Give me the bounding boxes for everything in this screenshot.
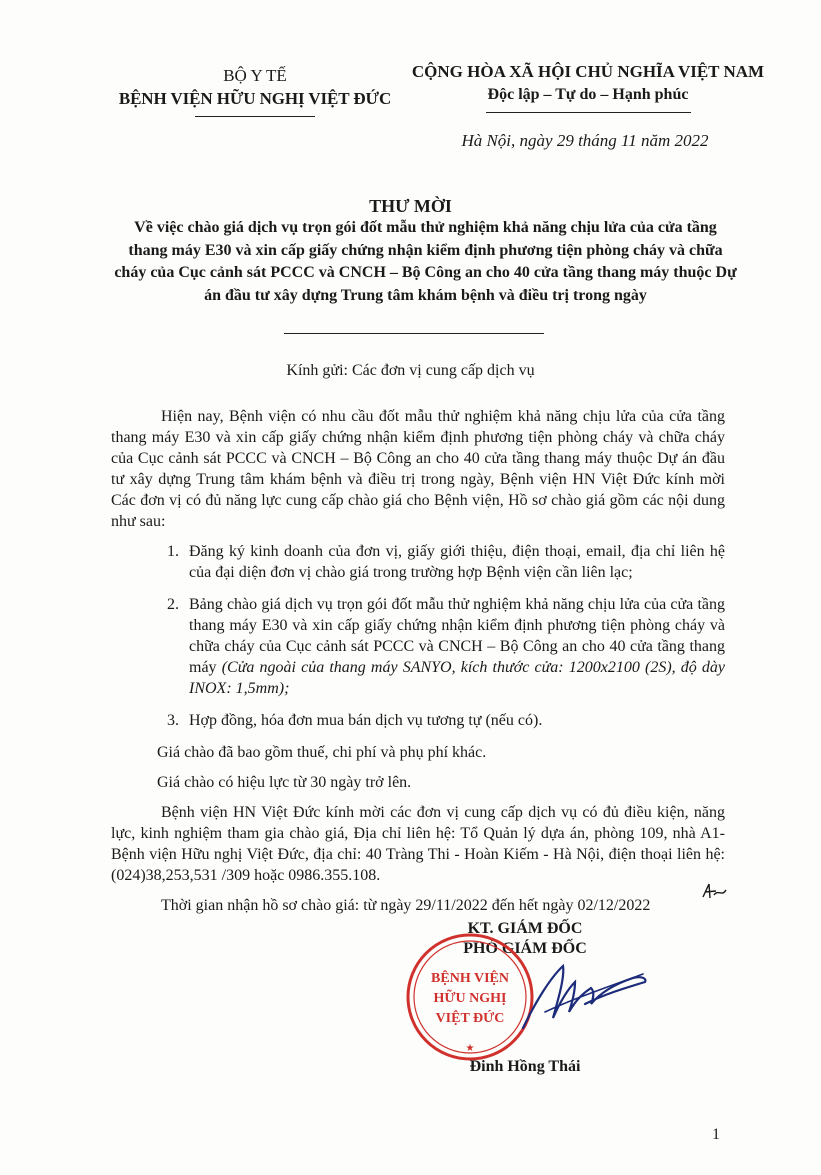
- country-name: CỘNG HÒA XÃ HỘI CHỦ NGHĨA VIỆT NAM: [411, 62, 765, 81]
- stamp-line-3: VIỆT ĐỨC: [435, 1011, 505, 1026]
- deadline-line: Thời gian nhận hồ sơ chào giá: từ ngày 29/11/2022 đến hết ngày 02/12/2022: [161, 897, 651, 914]
- invitation-paragraph: Bệnh viện HN Việt Đức kính mời các đơn vị cung cấp dịch vụ có đủ điều kiện, năng lực, kinh nghiệm tham gia chào giá, Địa chỉ liên hệ: Tổ Quản lý dựa án, phòng 109, nhà A1- Bệnh viện Hữu nghị Việt Đức, địa chỉ: 40 Tràng Thi - Hoàn Kiếm - Hà Nội, điện thoại liên hệ: (024)38,253,531 /309 hoặc 0986.355.108.: [111, 804, 725, 884]
- national-motto: Độc lập – Tự do – Hạnh phúc: [487, 86, 689, 103]
- hospital-name: BỆNH VIỆN HỮU NGHỊ VIỆT ĐỨC: [118, 89, 392, 108]
- requirements-list: [111, 541, 725, 731]
- signer-role-2: PHÓ GIÁM ĐỐC: [463, 940, 587, 957]
- signer-name: Đinh Hồng Thái: [469, 1058, 581, 1075]
- validity-line: Giá chào có hiệu lực từ 30 ngày trở lên.: [157, 774, 412, 791]
- letter-date: Hà Nội, ngày 29 tháng 11 năm 2022: [461, 131, 709, 150]
- organization-header: [100, 64, 410, 117]
- list-item: 2. Bảng chào giá dịch vụ trọn gói đốt mẫu thử nghiệm khả năng chịu lửa của cửa tầng thang máy E30 và xin cấp giấy chứng nhận kiểm định phương tiện phòng cháy và chữa cháy của Cục cảnh sát PCCC và CNCH – Bộ Công an cho 40 cửa tầng thang máy (Cửa ngoài của thang máy SANYO, kích thước cửa: 1200x2100 (2S), độ dày INOX: 1,5mm);: [183, 594, 725, 699]
- price-includes-line: Giá chào đã bao gồm thuế, chi phí và phụ phí khác.: [157, 744, 487, 761]
- handwritten-signature-icon: [505, 948, 655, 1043]
- subject-rule: [284, 333, 544, 334]
- document-subject: Về việc chào giá dịch vụ trọn gói đốt mẫu thử nghiệm khả năng chịu lửa của cửa tầng thang máy E30 và xin cấp giấy chứng nhận kiểm định phương tiện phòng cháy và chữa cháy của Cục cảnh sát PCCC và CNCH – Bộ Công an cho 40 cửa tầng thang máy thuộc Dự án đầu tư xây dựng Trung tâm khám bệnh và điều trị trong ngày: [114, 219, 737, 304]
- header-left-rule: [195, 116, 315, 117]
- list-item: 1. Đăng ký kinh doanh của đơn vị, giấy giới thiệu, điện thoại, email, địa chỉ liên hệ của đại diện đơn vị chào giá trong trường hợp Bệnh viện cần liên lạc;: [183, 541, 725, 583]
- stamp-line-2: HỮU NGHỊ: [433, 991, 507, 1006]
- initial-mark-icon: [700, 881, 728, 903]
- recipient-line: Kính gửi: Các đơn vị cung cấp dịch vụ: [286, 362, 535, 379]
- intro-paragraph: Hiện nay, Bệnh viện có nhu cầu đốt mẫu thử nghiệm khả năng chịu lửa của cửa tầng thang máy E30 và xin cấp giấy chứng nhận kiểm định phương tiện phòng cháy và chữa cháy của Cục cảnh sát PCCC và CNCH – Bộ Công an cho 40 cửa tầng thang máy thuộc Dự án đầu tư xây dựng Trung tâm khám bệnh và điều trị trong ngày, Bệnh viện HN Việt Đức kính mời Các đơn vị có đủ năng lực cung cấp chào giá cho Bệnh viện, Hồ sơ chào giá gồm các nội dung như sau:: [111, 408, 725, 530]
- ministry-name: BỘ Y TẾ: [223, 66, 287, 85]
- signer-role-1: KT. GIÁM ĐỐC: [467, 920, 583, 937]
- stamp-line-1: BỆNH VIỆN: [431, 971, 509, 986]
- page-number: 1: [712, 1126, 720, 1143]
- list-item: 3. Hợp đồng, hóa đơn mua bán dịch vụ tương tự (nếu có).: [183, 710, 725, 731]
- letter-body: [111, 406, 725, 925]
- item-note: (Cửa ngoài của thang máy SANYO, kích thước cửa: 1200x2100 (2S), độ dày INOX: 1,5mm);: [189, 659, 726, 697]
- national-header: [408, 60, 768, 113]
- header-right-rule: [486, 112, 691, 113]
- svg-text:★: ★: [465, 1043, 475, 1054]
- document-title: THƯ MỜI: [369, 196, 452, 216]
